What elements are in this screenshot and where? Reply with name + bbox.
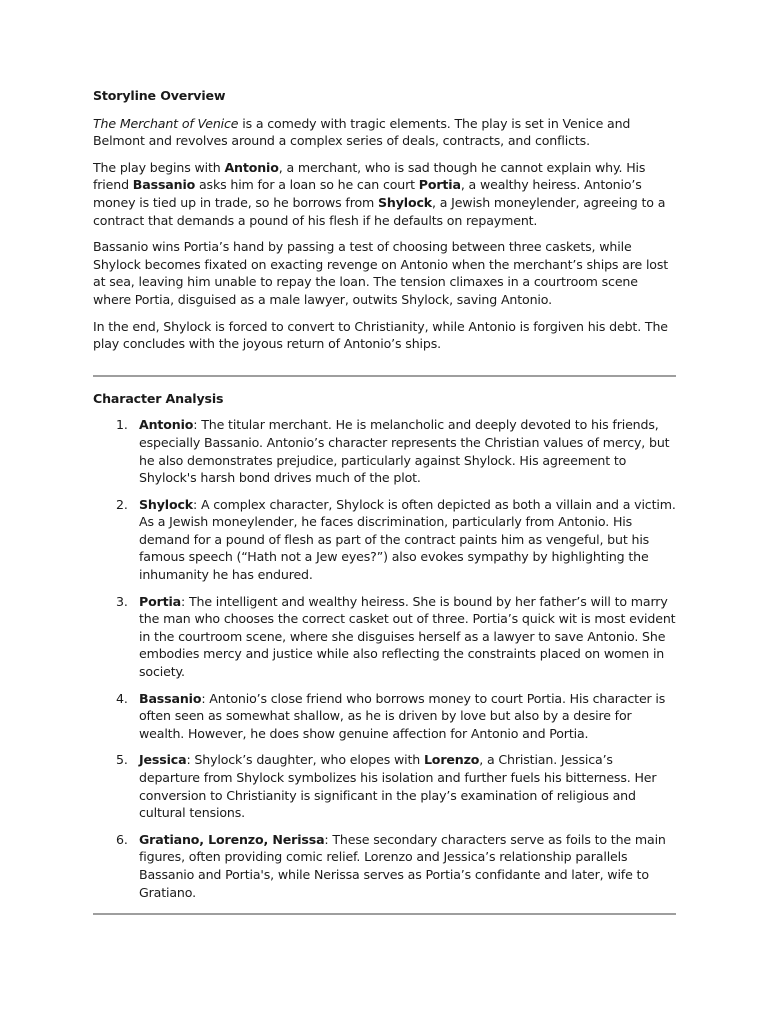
- character-name: Gratiano, Lorenzo, Nerissa: [139, 831, 325, 847]
- character-list: [93, 416, 676, 901]
- name-shylock: Shylock: [378, 194, 433, 210]
- character-name: Portia: [139, 593, 182, 609]
- storyline-paragraph-2: The play begins with Antonio, a merchant, who is sad though he cannot explain why. His friend Bassanio asks him for a loan so he can court Portia, a wealthy heiress. Antonio’s money is tied up in trade, so he borrows from Shylock, a Jewish moneylender, agreeing to a contract that demands a pound of his flesh if he defaults on repayment.: [93, 159, 666, 228]
- character-description: : The titular merchant. He is melancholic and deeply devoted to his friends, especially Bassanio. Antonio’s character represents the Christian values of mercy, but he also demonstrates prejudice, particularly against Shylock. His agreement to Shylock's harsh bond drives much of the plot.: [139, 417, 670, 486]
- list-item: [93, 593, 676, 681]
- document-content: [93, 87, 676, 915]
- character-name: Antonio: [139, 417, 194, 433]
- list-number: 5.: [116, 752, 128, 768]
- character-description: : A complex character, Shylock is often depicted as both a villain and a victim. As a Jewish moneylender, he faces discrimination, particularly from Antonio. His demand for a pound of flesh as part of the contract paints him as vengeful, but his famous speech (“Hath not a Jew eyes?”) also evokes sympathy by highlighting the inhumanity he has endured.: [139, 496, 676, 583]
- list-item: [93, 751, 676, 821]
- list-item: [93, 416, 676, 486]
- list-number: 1.: [116, 417, 128, 433]
- list-item: [93, 496, 676, 584]
- name-antonio: Antonio: [224, 159, 279, 175]
- character-name: Shylock: [139, 496, 194, 512]
- storyline-intro-paragraph: The Merchant of Venice is a comedy with tragic elements. The play is set in Venice and Belmont and revolves around a complex series of deals, contracts, and conflicts.: [93, 115, 631, 149]
- storyline-paragraph-3: Bassanio wins Portia’s hand by passing a test of choosing between three caskets, while Shylock becomes fixated on exacting revenge on Antonio when the merchant’s ships are lost at sea, leaving him unable to repay the loan. The tension climaxes in a courtroom scene where Portia, disguised as a male lawyer, outwits Shylock, saving Antonio.: [93, 239, 669, 307]
- section-divider: [93, 375, 676, 377]
- storyline-paragraph-4: In the end, Shylock is forced to convert to Christianity, while Antonio is forgiven his debt. The play concludes with the joyous return of Antonio’s ships.: [93, 318, 668, 352]
- storyline-heading: Storyline Overview: [93, 88, 226, 103]
- name-bassanio: Bassanio: [132, 177, 196, 193]
- character-description: : The intelligent and wealthy heiress. She is bound by her father’s will to marry the man who chooses the correct casket out of three. Portia’s quick wit is most evident in the courtroom scene, where she disguises herself as a lawyer to save Antonio. She embodies mercy and justice while also reflecting the constraints placed on women in society.: [139, 593, 676, 680]
- character-name: Bassanio: [139, 690, 202, 706]
- name-portia: Portia: [418, 177, 461, 193]
- character-description: : These secondary characters serve as foils to the main figures, often providing comic relief. Lorenzo and Jessica’s relationship parallels Bassanio and Portia's, while Nerissa serves as Portia’s confidante and later, wife to Gratiano.: [139, 831, 666, 900]
- list-number: 2.: [116, 496, 128, 512]
- character-analysis-heading: Character Analysis: [93, 390, 224, 406]
- character-description: : Antonio’s close friend who borrows money to court Portia. His character is often seen as somewhat shallow, as he is driven by love but also by a desire for wealth. However, he does show genuine affection for Antonio and Portia.: [139, 690, 666, 741]
- list-item: [93, 831, 676, 901]
- list-number: 6.: [116, 831, 128, 847]
- character-description-continued: , a Christian. Jessica’s departure from Shylock symbolizes his isolation and further fuels his bitterness. Her conversion to Christianity is significant in the play’s examination of religious and cultural tensions.: [139, 752, 657, 821]
- character-name: Jessica: [139, 752, 187, 768]
- list-number: 4.: [116, 690, 128, 706]
- character-description: : Shylock’s daughter, who elopes with: [186, 752, 424, 768]
- list-item: [93, 690, 676, 743]
- play-title: The Merchant of Venice: [93, 115, 239, 131]
- section-divider-bottom: [93, 913, 676, 915]
- character-name-secondary: Lorenzo: [423, 752, 480, 768]
- list-number: 3.: [116, 593, 128, 609]
